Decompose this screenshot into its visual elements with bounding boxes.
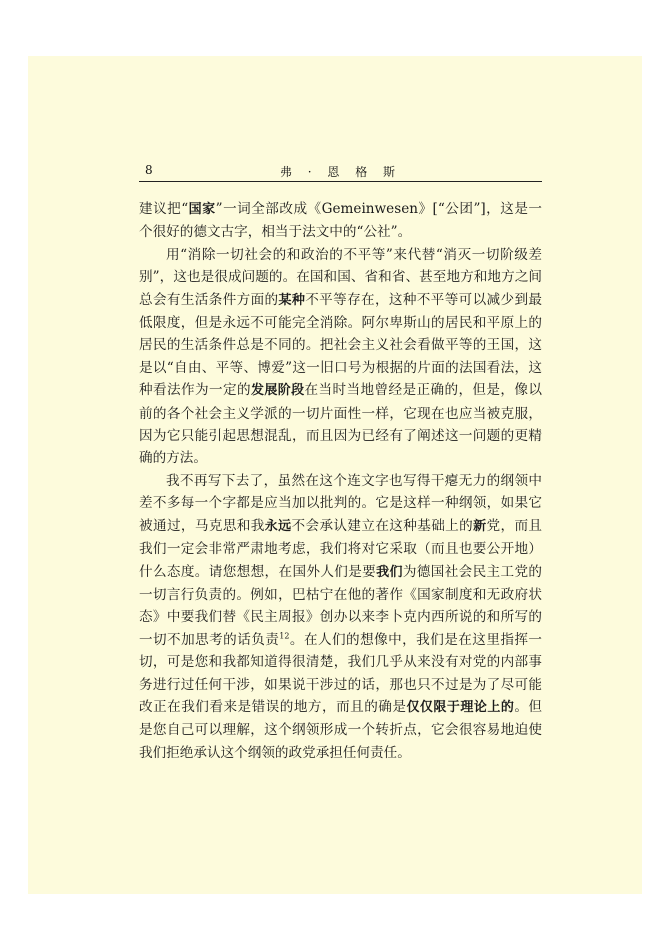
text-run: 。在人们的想像中，我们是在这里指挥一切，可是您和我都知道得很清楚，我们几乎从来没有对党的内部事务进行过任何干涉，如果说干涉过的话，那也只不过是为了尽可能改正在我们看来是错误的地方，而且的确是 (139, 631, 543, 715)
paragraph (139, 244, 542, 470)
emphasis-text: 永远 (264, 518, 292, 534)
running-title: 弗 · 恩 格 斯 (279, 165, 402, 179)
text-run: ”一词全部改成《Gemeinwesen》[“公团”]，这是一个很好的德文古字，相当于法文中的“公社”。 (139, 201, 542, 241)
body-text (139, 198, 542, 764)
page-number: 8 (145, 163, 153, 177)
emphasis-text: 仅仅限于理论上的 (406, 699, 515, 715)
emphasis-text: 某种 (278, 292, 306, 308)
text-run: 我不再写下去了，虽然在这个连文字也写得干瘪无力的纲领中差不多每一个字都是应当加以批判的。它是这样一种纲领，如果它被通过，马克思和我 (139, 472, 542, 534)
emphasis-text: 新 (473, 518, 487, 534)
text-run: 党，而且我们一定会非常严肃地考虑，我们将对它采取（而且也要公开地）什么态度。请您想想，在国外人们是要 (139, 517, 543, 580)
text-run: 。但是您自己可以理解，这个纲领形成一个转折点，它会很容易地迫使我们拒绝承认这个纲领的政党承担任何责任。 (139, 698, 542, 761)
text-run: 不会承认建立在这种基础上的 (291, 517, 474, 534)
paragraph (139, 198, 542, 244)
paragraph (139, 470, 542, 764)
footnote-ref: 12 (279, 631, 290, 641)
text-run: 不平等存在，这种不平等可以减少到最低限度，但是永远不可能完全消除。阿尔卑斯山的居民和平原上的居民的生活条件总是不同的。把社会主义社会看做平等的王国，这是以“自由、平等、博爱”这一旧口号为根据的片面的法国看法，这种看法作为一定的 (139, 291, 542, 399)
emphasis-text: 发展阶段 (250, 383, 305, 399)
text-run: 在当时当地曾经是正确的，但是，像以前的各个社会主义学派的一切片面性一样，它现在也应当被克服，因为它只能引起思想混乱，而且因为已经有了阐述这一问题的更精确的方法。 (139, 382, 542, 467)
text-run: 用“消除一切社会的和政治的不平等”来代替“消灭一切阶级差别”，这也是很成问题的。在国和国、省和省、甚至地方和地方之间总会有生活条件方面的 (139, 246, 542, 308)
text-run: 建议把“ (139, 201, 189, 217)
emphasis-text: 我们 (376, 564, 403, 580)
emphasis-text: 国家 (188, 202, 216, 217)
running-header (139, 161, 542, 182)
text-run: 为德国社会民主工党的一切言行负责的。例如，巴枯宁在他的著作《国家制度和无政府状态》中要我们替《民主周报》创办以来李卜克内西所说的和所写的一切不加思考的话负责 (139, 563, 542, 648)
